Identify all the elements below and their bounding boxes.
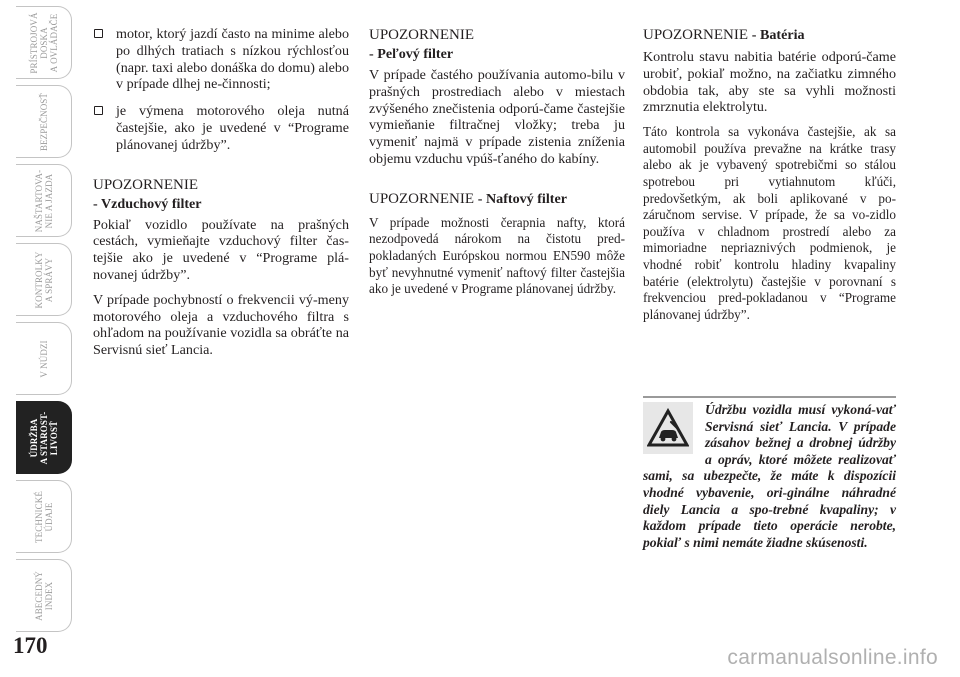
checkbox-bullet-icon (94, 29, 103, 38)
list-item-text: je výmena motorového oleja nutná častejšie, ako je uvedené v “Programe plánovanej údržby”. (116, 103, 349, 153)
heading-text: UPOZORNENIE (643, 27, 748, 43)
tab-udrzba-active[interactable] (16, 401, 72, 474)
section-heading: UPOZORNENIE (369, 27, 474, 43)
tab-label: TECHNICKÉ ÚDAJE (33, 490, 54, 543)
heading-suffix: - Naftový filter (477, 190, 567, 207)
section-heading (643, 26, 896, 45)
warning-text (643, 402, 896, 551)
tab-nastartovanie[interactable] (16, 164, 72, 237)
heading-text: UPOZORNENIE (369, 190, 474, 207)
paragraph: Pokiaľ vozidlo používate na prašných cestách, vymieňajte vzduchový filter čas-tejšie ako je uvedené v “Programe plá-novanej údržby”. (93, 216, 349, 283)
tab-label: ABECEDNÝ INDEX (33, 570, 54, 621)
watermark: carmanualsonline.info (727, 646, 938, 669)
tab-technicke-udaje[interactable] (16, 480, 72, 553)
column-1 (93, 26, 349, 367)
tab-label: V NÚDZI (38, 339, 49, 378)
tab-label: ÚDRŽBA A STAROST- LIVOSŤ (28, 411, 59, 464)
list-item-text: motor, ktorý jazdí často na minime alebo po dlhých tratiach s nízkou rýchlosťou (napr. taxi alebo donáška do domu) alebo v prípade dlhej ne-činnosti; (116, 26, 349, 93)
tab-label: BEZPEČNOSŤ (38, 92, 49, 151)
section-heading: UPOZORNENIE (93, 176, 198, 193)
icon-spacer (643, 402, 705, 458)
warning-message: Údržbu vozidla musí vykoná-vať Servisná sieť Lancia. V prípade zásahov bežnej a drobnej údržby a opráv, ktoré môžete realizovať sami, sa ubezpečte, že máte k dispozícii vhodné vybavenie, ori-ginálne náhradné diely Lancia a spo-trebné kvapaliny; v každom prípade tieto operácie nerobte, pokiaľ s nimi nemáte žiadne skúsenosti. (643, 402, 896, 550)
heading-suffix: - Batéria (751, 27, 805, 43)
checkbox-bullet-icon (94, 106, 103, 115)
tab-label: KONTROLKY A SPRÁVY (33, 251, 54, 308)
tab-pristrojova-doska[interactable] (16, 6, 72, 79)
paragraph: Kontrolu stavu nabitia batérie odporú-čame urobiť, pokiaľ možno, na začiatku zimného obdobia tak, aby ste sa vyhli možnosti zmrznutia elektrolytu. (643, 49, 896, 116)
paragraph: Táto kontrola sa vykonáva častejšie, ak sa automobil používa prevažne na krátke trasy alebo ak je vybavený spotrebičmi so stálou spotrebou pri vytiahnutom kľúči, predovšetkým, ak boli aplikované v po-záručnom servise. V prípade, že sa vo-zidlo používa v chladnom prostredí alebo za mimoriadne nepriaznivých podmienok, je vhodné robiť kontrolu hladiny kvapaliny batérie (elektrolytu) častejšie v porovnaní s frekvenciou pred-pokladanou v “Programe plánovanej údržby”. (643, 124, 896, 322)
list-item (93, 26, 349, 93)
column-3 (643, 26, 896, 331)
tab-label: NAŠTARTOVA- NIE A JAZDA (33, 169, 54, 232)
tab-abecedny-index[interactable] (16, 559, 72, 632)
tab-label: PRÍSTROJOVÁ DOSKA A OVLÁDAČE (28, 11, 59, 74)
tab-bezpecnost[interactable] (16, 85, 72, 158)
section-subheading: - Vzduchový filter (93, 195, 202, 212)
warning-divider (643, 396, 896, 398)
list-item (93, 103, 349, 153)
section-heading (369, 190, 625, 209)
paragraph: V prípade častého používania automo-bilu v prašných prostrediach alebo v miestach zvýšeného znečistenia odporú-čame častejšie vymieňanie filtračnej vložky; treba ju vymeniť najmä v prípade zistenia zníženia objemu vzduchu vpúš-ťaného do kabíny. (369, 67, 625, 167)
page-number: 170 (13, 633, 48, 658)
paragraph: V prípade možnosti čerapnia nafty, ktorá nezodpovedá nárokom na čistotu pred-pokladaných Európskou normou EN590 môže byť nevyhnutné vymeniť naftový filter častejšia ako je uvedené v Programe plánovanej údržby. (369, 214, 625, 297)
column-2 (369, 26, 625, 306)
chapter-tabs (0, 0, 80, 640)
section-subheading: - Peľový filter (369, 46, 454, 62)
tab-kontrolky[interactable] (16, 243, 72, 316)
paragraph: V prípade pochybností o frekvencii vý-meny motorového oleja a vzduchového filtra s ohľadom na používanie vozidla sa obráťte na Servisnú sieť Lancia. (93, 291, 349, 359)
tab-v-nudzi[interactable] (16, 322, 72, 395)
